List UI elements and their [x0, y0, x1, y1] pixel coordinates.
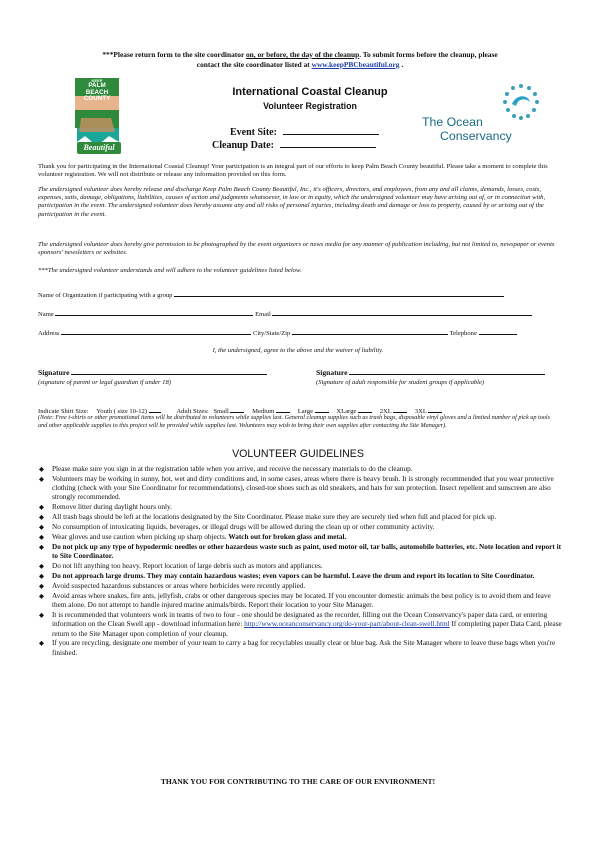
- closing-message: THANK YOU FOR CONTRIBUTING TO THE CARE OF OUR ENVIRONMENT!: [160, 777, 436, 786]
- large-size-field[interactable]: [315, 404, 329, 413]
- list-item: ◆ Do not pick up any type of hypodermic needles or other hazardous waste such as paint, used motor oil, tar balls, automobile batteries, etc. Note location and report it to Site Coordinator.: [39, 542, 562, 561]
- adult-signature-note: (Signature of adult responsible for student groups if applicable): [316, 379, 485, 386]
- list-item: ◆ Avoid areas where snakes, fire ants, jellyfish, crabs or other dangerous species may be located. If you encounter domestic animals the best policy is to avoid them and leave them alone. Do not attempt to handle injured marine animals/birds. Report their location to your Site Manager.: [39, 591, 551, 610]
- list-item: ◆ Remove litter during daylight hours only.: [39, 503, 172, 512]
- diamond-bullet-icon: ◆: [39, 543, 44, 551]
- return-notice: ***Please return form to the site coordinator on, or before, the day of the cleanup. To submit forms before the cleanup, please contact the site coordinator listed at www.keepPBCbeautiful.org .: [102, 50, 498, 69]
- diamond-bullet-icon: ◆: [39, 534, 44, 542]
- guidelines-list: [36, 465, 566, 659]
- diamond-bullet-icon: ◆: [39, 582, 44, 590]
- cleanup-date-field[interactable]: [280, 139, 376, 148]
- cleanup-date-label: Cleanup Date:: [212, 140, 274, 151]
- parent-signature-label: Signature: [38, 368, 70, 377]
- keep-pbc-link[interactable]: www.keepPBCbeautiful.org: [311, 60, 400, 69]
- diamond-bullet-icon: ◆: [39, 514, 44, 522]
- small-size-field[interactable]: [230, 404, 244, 413]
- diamond-bullet-icon: ◆: [39, 504, 44, 512]
- form-subtitle: Volunteer Registration: [263, 101, 357, 111]
- address-label: Address: [38, 330, 60, 337]
- 2xl-size-field[interactable]: [393, 404, 407, 413]
- city-label: City/State/Zip: [252, 330, 291, 337]
- list-item: ◆ Do not approach large drums. They may contain hazardous wastes; even vapors can be harmful. Leave the drum and report its location to Site Coordinator.: [39, 572, 535, 581]
- event-site-field[interactable]: [283, 126, 379, 135]
- address-field[interactable]: [61, 326, 251, 335]
- shirt-size-row: Indicate Shirt Size: Youth ( size 10-12) Adult Sizes: Small Medium Large XLarge 2XL 3XL: [38, 404, 568, 416]
- list-item: ◆ It is recommended that volunteers work in teams of two to four - one should be designated as the recorder, filling out the Ocean Conservancy's paper data card, or entering information on the Clean Swell app - download information here: http://www.oceanconservancy.org/do-your-part/about-clean-swell.html If completing paper Data Card, please return to the Site Manager upon completion of your cleanup.: [39, 610, 562, 638]
- diamond-bullet-icon: ◆: [39, 563, 44, 571]
- clean-swell-link[interactable]: http://www.oceanconservancy.org/do-your-part/about-clean-swell.html: [244, 620, 450, 629]
- parent-signature-note: (signature of parent or legal guardian if under 18): [38, 379, 171, 386]
- diamond-bullet-icon: ◆: [39, 573, 44, 581]
- name-label: Name: [38, 311, 54, 318]
- diamond-bullet-icon: ◆: [39, 475, 44, 483]
- guidelines-heading: VOLUNTEER GUIDELINES: [232, 448, 364, 460]
- keep-palm-beach-county-beautiful-logo: KEEP PALM BEACH COUNTY Beautiful: [71, 76, 127, 160]
- diamond-bullet-icon: ◆: [39, 592, 44, 600]
- organization-label: Name of Organization if participating with a group: [38, 292, 173, 299]
- email-field[interactable]: [272, 307, 532, 316]
- diamond-bullet-icon: ◆: [39, 524, 44, 532]
- list-item: ◆ If you are recycling, designate one member of your team to carry a bag for recyclables usually clear or blue bag. Ask the Site Manager where to leave these bags when you're finished.: [39, 639, 556, 657]
- diamond-bullet-icon: ◆: [39, 640, 44, 648]
- telephone-label: Telephone: [449, 330, 477, 337]
- list-item: ◆ Please make sure you sign in at the registration table when you arrive, and receive the necessary materials to do the cleanup.: [39, 465, 413, 473]
- supplies-note: (Note: Free t-shirts or other promotional items will be distributed to volunteers while supplies last. General cleanup supplies such as trash bags, disposable vinyl gloves and a limited number of pick up tools and other applicable supplies to this project will be provided while supplies last. Volunteers may wish to bring their own supplies after contacting the Site Manager).: [38, 414, 551, 429]
- telephone-field[interactable]: [479, 326, 517, 335]
- guidelines-ack: ***The undersigned volunteer understands and will adhere to the volunteer guidelines listed below.: [38, 267, 302, 274]
- form-title: International Coastal Cleanup: [232, 86, 388, 98]
- youth-size-field[interactable]: [149, 404, 161, 413]
- 3xl-size-field[interactable]: [428, 404, 442, 413]
- parent-signature-field[interactable]: [71, 366, 267, 375]
- city-field[interactable]: [292, 326, 448, 335]
- xlarge-size-field[interactable]: [358, 404, 372, 413]
- adult-signature-field[interactable]: [349, 366, 545, 375]
- diamond-bullet-icon: ◆: [39, 611, 44, 619]
- diamond-bullet-icon: ◆: [39, 466, 44, 473]
- release-paragraph: The undersigned volunteer does hereby release and discharge Keep Palm Beach County Beautiful, Inc., it's officers, directors, and employees, from any and all claims, demands, losses, costs, expenses, suits, damage, obligations, liabilities, causes of action and judgments whatsoever, in law or in equity, which the undersigned volunteer may have arising out of, or in connection with, participation in the event. The undersigned volunteer does hereby assume any and all risks of personal injuries, including death and damage or loss to property, caused by or arising out of the participation in the event.: [38, 186, 546, 218]
- list-item: ◆ Do not lift anything too heavy. Report location of large debris such as motors and appliances.: [39, 562, 323, 571]
- organization-field[interactable]: [174, 288, 504, 297]
- medium-size-field[interactable]: [276, 404, 290, 413]
- email-label: Email: [255, 311, 271, 318]
- list-item: ◆ No consumption of intoxicating liquids, beverages, or illegal drugs will be allowed during the clean up or other community activity.: [39, 523, 435, 532]
- event-site-label: Event Site:: [230, 127, 277, 138]
- adult-signature-label: Signature: [316, 368, 348, 377]
- name-field[interactable]: [55, 307, 253, 316]
- thanks-paragraph: Thank you for participating in the International Coastal Cleanup! Your participation is an integral part of our efforts to keep Palm Beach County beautiful. Please take a moment to complete this volunteer registration. We will not distribute or release any information provided on this form.: [38, 163, 548, 179]
- agreement-text: I, the undersigned, agree to the above and the waiver of liability.: [212, 347, 384, 354]
- list-item: ◆ Volunteers may be working in sunny, hot, wet and dirty conditions and, in some cases, areas where there is heavy brush. It is strongly recommended that you wear protective clothing (check with your Site Coordinator for recommendations), closed-toe shoes such as old sneakers, and hats for sun protection. Insect repellent and sunscreen are also strongly recommended.: [39, 474, 554, 502]
- ocean-conservancy-logo: The Ocean Conservancy: [422, 115, 512, 143]
- list-item: ◆ Avoid suspected hazardous substances or areas where herbicides were recently applied.: [39, 581, 306, 590]
- list-item: ◆ Wear gloves and use caution when picking up sharp objects. Watch out for broken glass and metal.: [39, 533, 347, 542]
- list-item: ◆ All trash bags should be left at the locations designated by the Site Coordinator. Please make sure they are securely tied when full and placed for pick up.: [39, 513, 497, 522]
- photo-permission-paragraph: The undersigned volunteer does hereby give permission to be photographed by the event organizers or news media for any manner of publication including, but not limited to, newspaper or events sponsors' newsletters or websites.: [38, 241, 555, 257]
